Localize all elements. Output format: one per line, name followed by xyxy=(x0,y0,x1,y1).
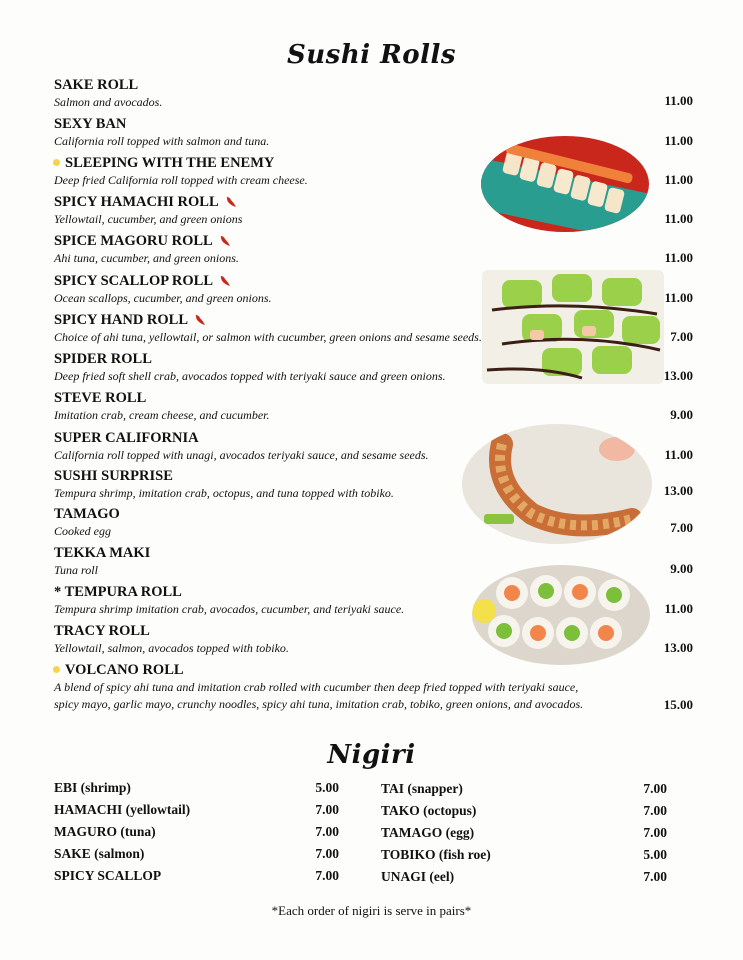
featured-dot-icon xyxy=(53,159,60,166)
nigiri-price: 7.00 xyxy=(643,781,667,796)
nigiri-name: TAI (snapper) xyxy=(381,781,463,796)
nigiri-name: TAKO (octopus) xyxy=(381,803,477,818)
roll-name: SEXY BAN xyxy=(54,115,127,132)
nigiri-name: TOBIKO (fish roe) xyxy=(381,847,491,862)
roll-item xyxy=(54,192,654,228)
roll-item xyxy=(54,621,654,657)
nigiri-name: MAGURO (tuna) xyxy=(54,824,156,839)
roll-description: Ocean scallops, cucumber, and green onions. xyxy=(54,291,272,305)
roll-name: SLEEPING WITH THE ENEMY xyxy=(65,154,275,171)
roll-price: 11.00 xyxy=(664,250,693,265)
roll-item xyxy=(54,388,654,424)
nigiri-price: 7.00 xyxy=(315,846,339,861)
roll-description: A blend of spicy ahi tuna and imitation crab rolled with cucumber then deep fried topped with teriyaki sauce, xyxy=(54,680,579,694)
roll-description: Cooked egg xyxy=(54,524,111,538)
roll-description: Salmon and avocados. xyxy=(54,95,163,109)
roll-name: SUPER CALIFORNIA xyxy=(54,429,199,446)
roll-name-row xyxy=(54,271,654,290)
featured-dot-icon xyxy=(53,666,60,673)
roll-price: 9.00 xyxy=(670,407,693,422)
nigiri-name: SAKE (salmon) xyxy=(54,846,145,861)
roll-name: SUSHI SURPRISE xyxy=(54,467,173,484)
nigiri-price: 7.00 xyxy=(643,803,667,818)
roll-price: 7.00 xyxy=(670,329,693,344)
roll-name-row xyxy=(54,153,654,172)
roll-name: STEVE ROLL xyxy=(54,389,147,406)
roll-item xyxy=(54,660,654,713)
roll-item xyxy=(54,349,654,385)
roll-description: Imitation crab, cream cheese, and cucumber. xyxy=(54,408,270,422)
roll-price: 13.00 xyxy=(663,368,693,383)
roll-description: Deep fried California roll topped with cream cheese. xyxy=(54,173,308,187)
nigiri-title: Nigiri xyxy=(327,740,416,770)
roll-name-row xyxy=(54,660,654,679)
roll-description: Yellowtail, cucumber, and green onions xyxy=(54,212,243,226)
roll-price: 11.00 xyxy=(664,447,693,462)
nigiri-price: 7.00 xyxy=(315,824,339,839)
roll-name: SPICE MAGORU ROLL xyxy=(54,232,213,249)
roll-item xyxy=(54,504,654,540)
roll-item xyxy=(54,114,654,150)
roll-name-row xyxy=(54,349,654,368)
roll-description: Yellowtail, salmon, avocados topped with tobiko. xyxy=(54,641,289,655)
nigiri-name: HAMACHI (yellowtail) xyxy=(54,802,191,817)
nigiri-price: 7.00 xyxy=(643,825,667,840)
chili-pepper-icon xyxy=(219,235,231,247)
roll-name: VOLCANO ROLL xyxy=(65,661,184,678)
roll-description: California roll topped with unagi, avocados teriyaki sauce, and sesame seeds. xyxy=(54,448,429,462)
roll-name-row xyxy=(54,310,654,329)
roll-description: Choice of ahi tuna, yellowtail, or salmon with cucumber, green onions and sesame seeds. xyxy=(54,330,482,344)
roll-description: Ahi tuna, cucumber, and green onions. xyxy=(54,251,239,265)
roll-price: 11.00 xyxy=(664,172,693,187)
sushi-rolls-title: Sushi Rolls xyxy=(287,40,456,70)
roll-name: SAKE ROLL xyxy=(54,76,139,93)
roll-name-row xyxy=(54,543,654,562)
nigiri-price: 7.00 xyxy=(643,869,667,884)
roll-name-row xyxy=(54,192,654,211)
roll-name: SPICY HAMACHI ROLL xyxy=(54,193,219,210)
nigiri-price: 5.00 xyxy=(315,780,339,795)
roll-price: 11.00 xyxy=(664,133,693,148)
roll-name: SPICY HAND ROLL xyxy=(54,311,189,328)
roll-name-row xyxy=(54,582,654,601)
nigiri-footnote: *Each order of nigiri is serve in pairs* xyxy=(271,903,472,918)
roll-description: California roll topped with salmon and tuna. xyxy=(54,134,270,148)
roll-name-row xyxy=(54,75,654,94)
roll-item xyxy=(54,153,654,189)
roll-price: 11.00 xyxy=(664,601,693,616)
nigiri-name: EBI (shrimp) xyxy=(54,780,131,795)
roll-name-row xyxy=(54,114,654,133)
roll-item xyxy=(54,75,654,111)
roll-name: SPIDER ROLL xyxy=(54,350,152,367)
nigiri-price: 7.00 xyxy=(315,868,339,883)
roll-item xyxy=(54,466,654,502)
roll-price: 15.00 xyxy=(663,697,693,712)
nigiri-name: SPICY SCALLOP xyxy=(54,868,162,883)
roll-price: 9.00 xyxy=(670,561,693,576)
roll-name: SPICY SCALLOP ROLL xyxy=(54,272,213,289)
roll-price: 11.00 xyxy=(664,290,693,305)
nigiri-name: TAMAGO (egg) xyxy=(381,825,475,840)
roll-price: 13.00 xyxy=(663,640,693,655)
roll-description: Tempura shrimp, imitation crab, octopus, and tuna topped with tobiko. xyxy=(54,486,394,500)
roll-name-row xyxy=(54,428,654,447)
roll-name: * TEMPURA ROLL xyxy=(54,583,182,600)
roll-description: spicy mayo, garlic mayo, crunchy noodles, spicy ahi tuna, imitation crab, tobiko, green onions, and avocados. xyxy=(54,697,584,711)
nigiri-price: 7.00 xyxy=(315,802,339,817)
roll-item xyxy=(54,543,654,579)
roll-price: 7.00 xyxy=(670,520,693,535)
roll-name-row xyxy=(54,466,654,485)
roll-item xyxy=(54,582,654,618)
roll-item xyxy=(54,428,654,464)
chili-pepper-icon xyxy=(194,314,206,326)
chili-pepper-icon xyxy=(219,275,231,287)
roll-name-row xyxy=(54,504,654,523)
roll-price: 13.00 xyxy=(663,483,693,498)
roll-name-row xyxy=(54,621,654,640)
roll-description: Tuna roll xyxy=(54,563,98,577)
roll-price: 11.00 xyxy=(664,211,693,226)
roll-name: TAMAGO xyxy=(54,505,120,522)
nigiri-price: 5.00 xyxy=(643,847,667,862)
chili-pepper-icon xyxy=(225,196,237,208)
roll-name-row xyxy=(54,231,654,250)
roll-name: TRACY ROLL xyxy=(54,622,150,639)
roll-description: Tempura shrimp imitation crab, avocados, cucumber, and teriyaki sauce. xyxy=(54,602,405,616)
roll-item xyxy=(54,271,654,307)
nigiri-name: UNAGI (eel) xyxy=(381,869,455,884)
roll-price: 11.00 xyxy=(664,93,693,108)
roll-item xyxy=(54,310,654,346)
roll-name: TEKKA MAKI xyxy=(54,544,151,561)
roll-name-row xyxy=(54,388,654,407)
roll-item xyxy=(54,231,654,267)
roll-description: Deep fried soft shell crab, avocados topped with teriyaki sauce and green onions. xyxy=(54,369,446,383)
